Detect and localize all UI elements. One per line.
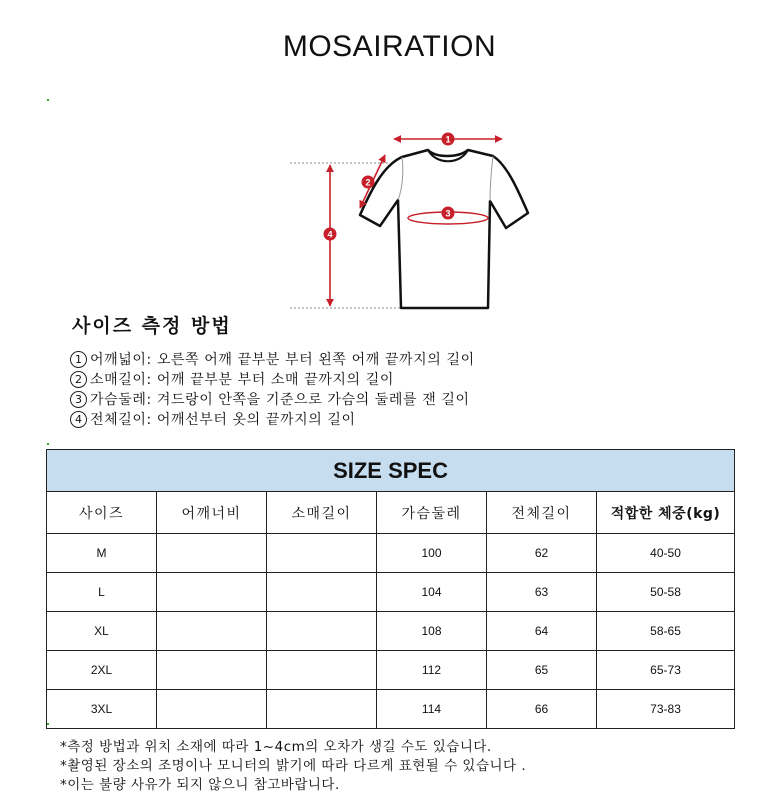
note-line: *이는 불량 사유가 되지 않으니 참고바랍니다. <box>60 777 340 793</box>
column-header-length: 전체길이 <box>487 492 597 534</box>
cell-length: 63 <box>487 573 597 612</box>
circled-number: 1 <box>70 351 87 368</box>
circled-number: 2 <box>70 371 87 388</box>
note-line: *촬영된 장소의 조명이나 모니터의 밝기에 따라 다르게 표현될 수 있습니다 . <box>60 758 527 774</box>
column-header-size: 사이즈 <box>47 492 157 534</box>
marker-3-icon <box>442 207 455 220</box>
svg-text:2: 2 <box>365 177 371 188</box>
cell-length: 66 <box>487 690 597 729</box>
cell-size: XL <box>47 612 157 651</box>
instruction-text: 전체길이: 어깨선부터 옷의 끝까지의 길이 <box>90 412 356 428</box>
cell-weight: 40-50 <box>597 534 735 573</box>
column-header-weight: 적합한 체중(kg) <box>597 492 735 534</box>
cell-size: M <box>47 534 157 573</box>
size-spec-title: SIZE SPEC <box>47 450 735 492</box>
svg-text:1: 1 <box>445 134 451 145</box>
instruction-item <box>70 350 475 370</box>
table-row <box>47 690 735 729</box>
column-header-shoulder: 어깨너비 <box>157 492 267 534</box>
size-spec-table <box>46 449 735 729</box>
table-header-row <box>47 492 735 534</box>
cell-size: L <box>47 573 157 612</box>
cell-chest: 108 <box>377 612 487 651</box>
instruction-text: 가슴둘레: 겨드랑이 안쪽을 기준으로 가슴의 둘레를 잰 길이 <box>90 392 470 408</box>
cell-chest: 104 <box>377 573 487 612</box>
instruction-text: 어깨넓이: 오른쪽 어깨 끝부분 부터 왼쪽 어깨 끝까지의 길이 <box>90 352 475 368</box>
cell-weight: 58-65 <box>597 612 735 651</box>
cell-weight: 50-58 <box>597 573 735 612</box>
cell-weight: 65-73 <box>597 651 735 690</box>
svg-text:3: 3 <box>445 208 451 219</box>
cell-length: 62 <box>487 534 597 573</box>
marker-1-icon <box>442 133 455 146</box>
instruction-item <box>70 410 475 430</box>
cell-length: 64 <box>487 612 597 651</box>
note-line: *측정 방법과 위치 소재에 따라 1~4cm의 오차가 생길 수도 있습니다. <box>60 739 492 755</box>
cell-sleeve <box>267 534 377 573</box>
cell-size: 3XL <box>47 690 157 729</box>
cell-sleeve <box>267 573 377 612</box>
circled-number: 3 <box>70 391 87 408</box>
circled-number: 4 <box>70 411 87 428</box>
disclaimer-notes <box>60 738 526 795</box>
cell-chest: 100 <box>377 534 487 573</box>
cell-size: 2XL <box>47 651 157 690</box>
cell-shoulder <box>157 534 267 573</box>
instruction-item <box>70 370 475 390</box>
cell-shoulder <box>157 573 267 612</box>
instruction-item <box>70 390 475 410</box>
table-row <box>47 534 735 573</box>
cell-length: 65 <box>487 651 597 690</box>
cell-shoulder <box>157 690 267 729</box>
cell-chest: 114 <box>377 690 487 729</box>
cell-shoulder <box>157 651 267 690</box>
cell-sleeve <box>267 690 377 729</box>
cell-chest: 112 <box>377 651 487 690</box>
table-row <box>47 651 735 690</box>
corner-mark <box>47 723 49 725</box>
measurement-instructions <box>70 350 475 430</box>
column-header-sleeve: 소매길이 <box>267 492 377 534</box>
cell-shoulder <box>157 612 267 651</box>
measurement-method-title: 사이즈 측정 방법 <box>72 315 232 337</box>
cell-weight: 73-83 <box>597 690 735 729</box>
cell-sleeve <box>267 612 377 651</box>
tshirt-measurement-diagram <box>280 118 550 314</box>
corner-mark <box>47 99 49 101</box>
cell-sleeve <box>267 651 377 690</box>
brand-title: MOSAIRATION <box>282 30 497 63</box>
table-row <box>47 612 735 651</box>
marker-2-icon <box>362 176 375 189</box>
marker-4-icon <box>324 228 337 241</box>
tshirt-icon <box>360 150 528 308</box>
table-row <box>47 573 735 612</box>
instruction-text: 소매길이: 어깨 끝부분 부터 소매 끝까지의 길이 <box>90 372 394 388</box>
svg-text:4: 4 <box>327 229 333 240</box>
corner-mark <box>47 443 49 445</box>
column-header-chest: 가슴둘레 <box>377 492 487 534</box>
